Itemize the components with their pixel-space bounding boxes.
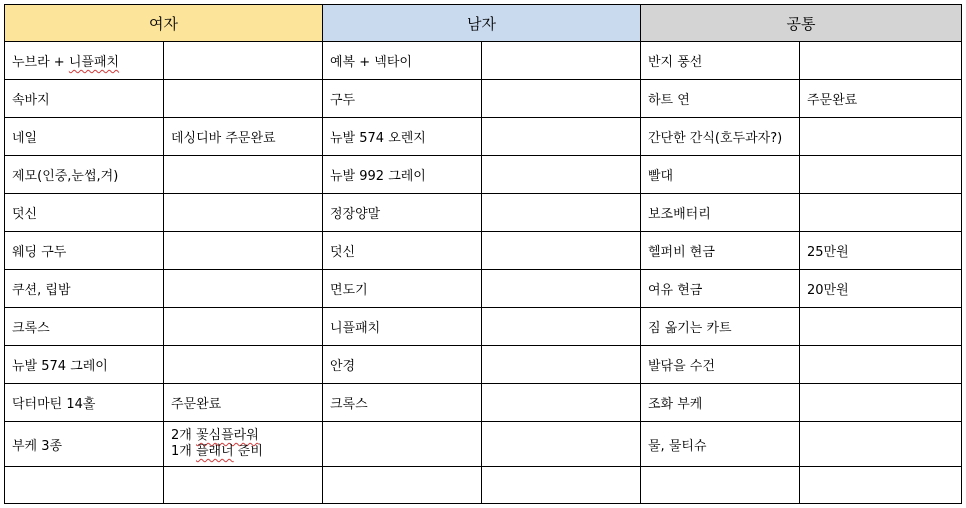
cell-men-item[interactable]: 안경	[323, 346, 482, 384]
cell-men-note[interactable]	[482, 384, 641, 422]
cell-common-item[interactable]: 여유 현금	[641, 270, 800, 308]
cell-common-note[interactable]	[800, 467, 962, 504]
cell-common-note[interactable]: 주문완료	[800, 80, 962, 118]
cell-men-note[interactable]	[482, 270, 641, 308]
cell-men-item[interactable]: 크록스	[323, 384, 482, 422]
cell-women-item[interactable]: 속바지	[5, 80, 164, 118]
cell-common-item[interactable]	[641, 467, 800, 504]
header-common[interactable]: 공통	[641, 5, 962, 42]
table-row	[5, 118, 962, 156]
table-row	[5, 156, 962, 194]
cell-common-note[interactable]: 20만원	[800, 270, 962, 308]
cell-women-note[interactable]: 데싱디바 주문완료	[164, 118, 323, 156]
cell-common-note[interactable]	[800, 422, 962, 467]
cell-women-item[interactable]	[5, 467, 164, 504]
cell-women-note[interactable]	[164, 467, 323, 504]
header-row	[5, 5, 962, 42]
cell-women-item[interactable]: 뉴발 574 그레이	[5, 346, 164, 384]
cell-common-item[interactable]: 물, 물티슈	[641, 422, 800, 467]
cell-women-item[interactable]: 네일	[5, 118, 164, 156]
cell-line: 2개 꽃심플라워	[171, 428, 259, 443]
cell-women-item[interactable]: 닥터마틴 14홀	[5, 384, 164, 422]
cell-men-item[interactable]: 뉴발 992 그레이	[323, 156, 482, 194]
cell-men-item[interactable]: 니플패치	[323, 308, 482, 346]
cell-women-item[interactable]: 덧신	[5, 194, 164, 232]
cell-common-note[interactable]	[800, 42, 962, 80]
cell-men-item[interactable]: 예복 + 넥타이	[323, 42, 482, 80]
cell-men-item[interactable]: 뉴발 574 오렌지	[323, 118, 482, 156]
table-row	[5, 467, 962, 504]
table-row	[5, 422, 962, 467]
cell-common-note[interactable]	[800, 346, 962, 384]
cell-women-note[interactable]	[164, 80, 323, 118]
cell-common-item[interactable]: 빨대	[641, 156, 800, 194]
cell-common-item[interactable]: 반지 풍선	[641, 42, 800, 80]
cell-men-note[interactable]	[482, 422, 641, 467]
table-row	[5, 80, 962, 118]
table-row	[5, 308, 962, 346]
cell-common-note[interactable]: 25만원	[800, 232, 962, 270]
cell-common-item[interactable]: 헬퍼비 현금	[641, 232, 800, 270]
cell-common-note[interactable]	[800, 156, 962, 194]
cell-common-note[interactable]	[800, 308, 962, 346]
cell-common-note[interactable]	[800, 118, 962, 156]
cell-men-note[interactable]	[482, 308, 641, 346]
cell-women-item[interactable]: 웨딩 구두	[5, 232, 164, 270]
cell-men-note[interactable]	[482, 42, 641, 80]
cell-men-note[interactable]	[482, 194, 641, 232]
table-row	[5, 270, 962, 308]
cell-men-note[interactable]	[482, 467, 641, 504]
cell-women-item[interactable]: 크록스	[5, 308, 164, 346]
cell-men-note[interactable]	[482, 80, 641, 118]
cell-women-note[interactable]: 주문완료	[164, 384, 323, 422]
cell-women-note[interactable]	[164, 308, 323, 346]
table-row	[5, 194, 962, 232]
wedding-checklist-table	[4, 4, 962, 504]
table-row	[5, 346, 962, 384]
cell-common-item[interactable]: 발닦을 수건	[641, 346, 800, 384]
cell-women-note[interactable]	[164, 232, 323, 270]
cell-men-note[interactable]	[482, 346, 641, 384]
cell-women-note[interactable]	[164, 346, 323, 384]
cell-women-item[interactable]: 쿠션, 립밤	[5, 270, 164, 308]
cell-men-item[interactable]: 면도기	[323, 270, 482, 308]
cell-common-item[interactable]: 조화 부케	[641, 384, 800, 422]
table-row	[5, 232, 962, 270]
cell-common-note[interactable]	[800, 194, 962, 232]
cell-women-item[interactable]: 부케 3종	[5, 422, 164, 467]
checklist-sheet	[4, 4, 962, 504]
cell-men-item[interactable]	[323, 422, 482, 467]
cell-men-item[interactable]: 구두	[323, 80, 482, 118]
cell-men-note[interactable]	[482, 118, 641, 156]
cell-women-note[interactable]	[164, 194, 323, 232]
cell-women-note[interactable]	[164, 422, 323, 467]
cell-common-item[interactable]: 간단한 간식(호두과자?)	[641, 118, 800, 156]
cell-common-item[interactable]: 보조배터리	[641, 194, 800, 232]
cell-men-note[interactable]	[482, 156, 641, 194]
cell-women-note[interactable]	[164, 42, 323, 80]
cell-common-note[interactable]	[800, 384, 962, 422]
cell-common-item[interactable]: 짐 옮기는 카트	[641, 308, 800, 346]
cell-women-item[interactable]: 제모(인중,눈썹,겨)	[5, 156, 164, 194]
cell-men-item[interactable]	[323, 467, 482, 504]
cell-women-note[interactable]	[164, 156, 323, 194]
cell-women-note[interactable]	[164, 270, 323, 308]
header-men[interactable]: 남자	[323, 5, 641, 42]
cell-men-item[interactable]: 덧신	[323, 232, 482, 270]
cell-women-item[interactable]: 누브라 + 니플패치	[5, 42, 164, 80]
cell-line: 1개 플래너 준비	[171, 444, 263, 459]
header-women[interactable]: 여자	[5, 5, 323, 42]
cell-men-item[interactable]: 정장양말	[323, 194, 482, 232]
cell-common-item[interactable]: 하트 연	[641, 80, 800, 118]
cell-men-note[interactable]	[482, 232, 641, 270]
table-row	[5, 42, 962, 80]
table-row	[5, 384, 962, 422]
